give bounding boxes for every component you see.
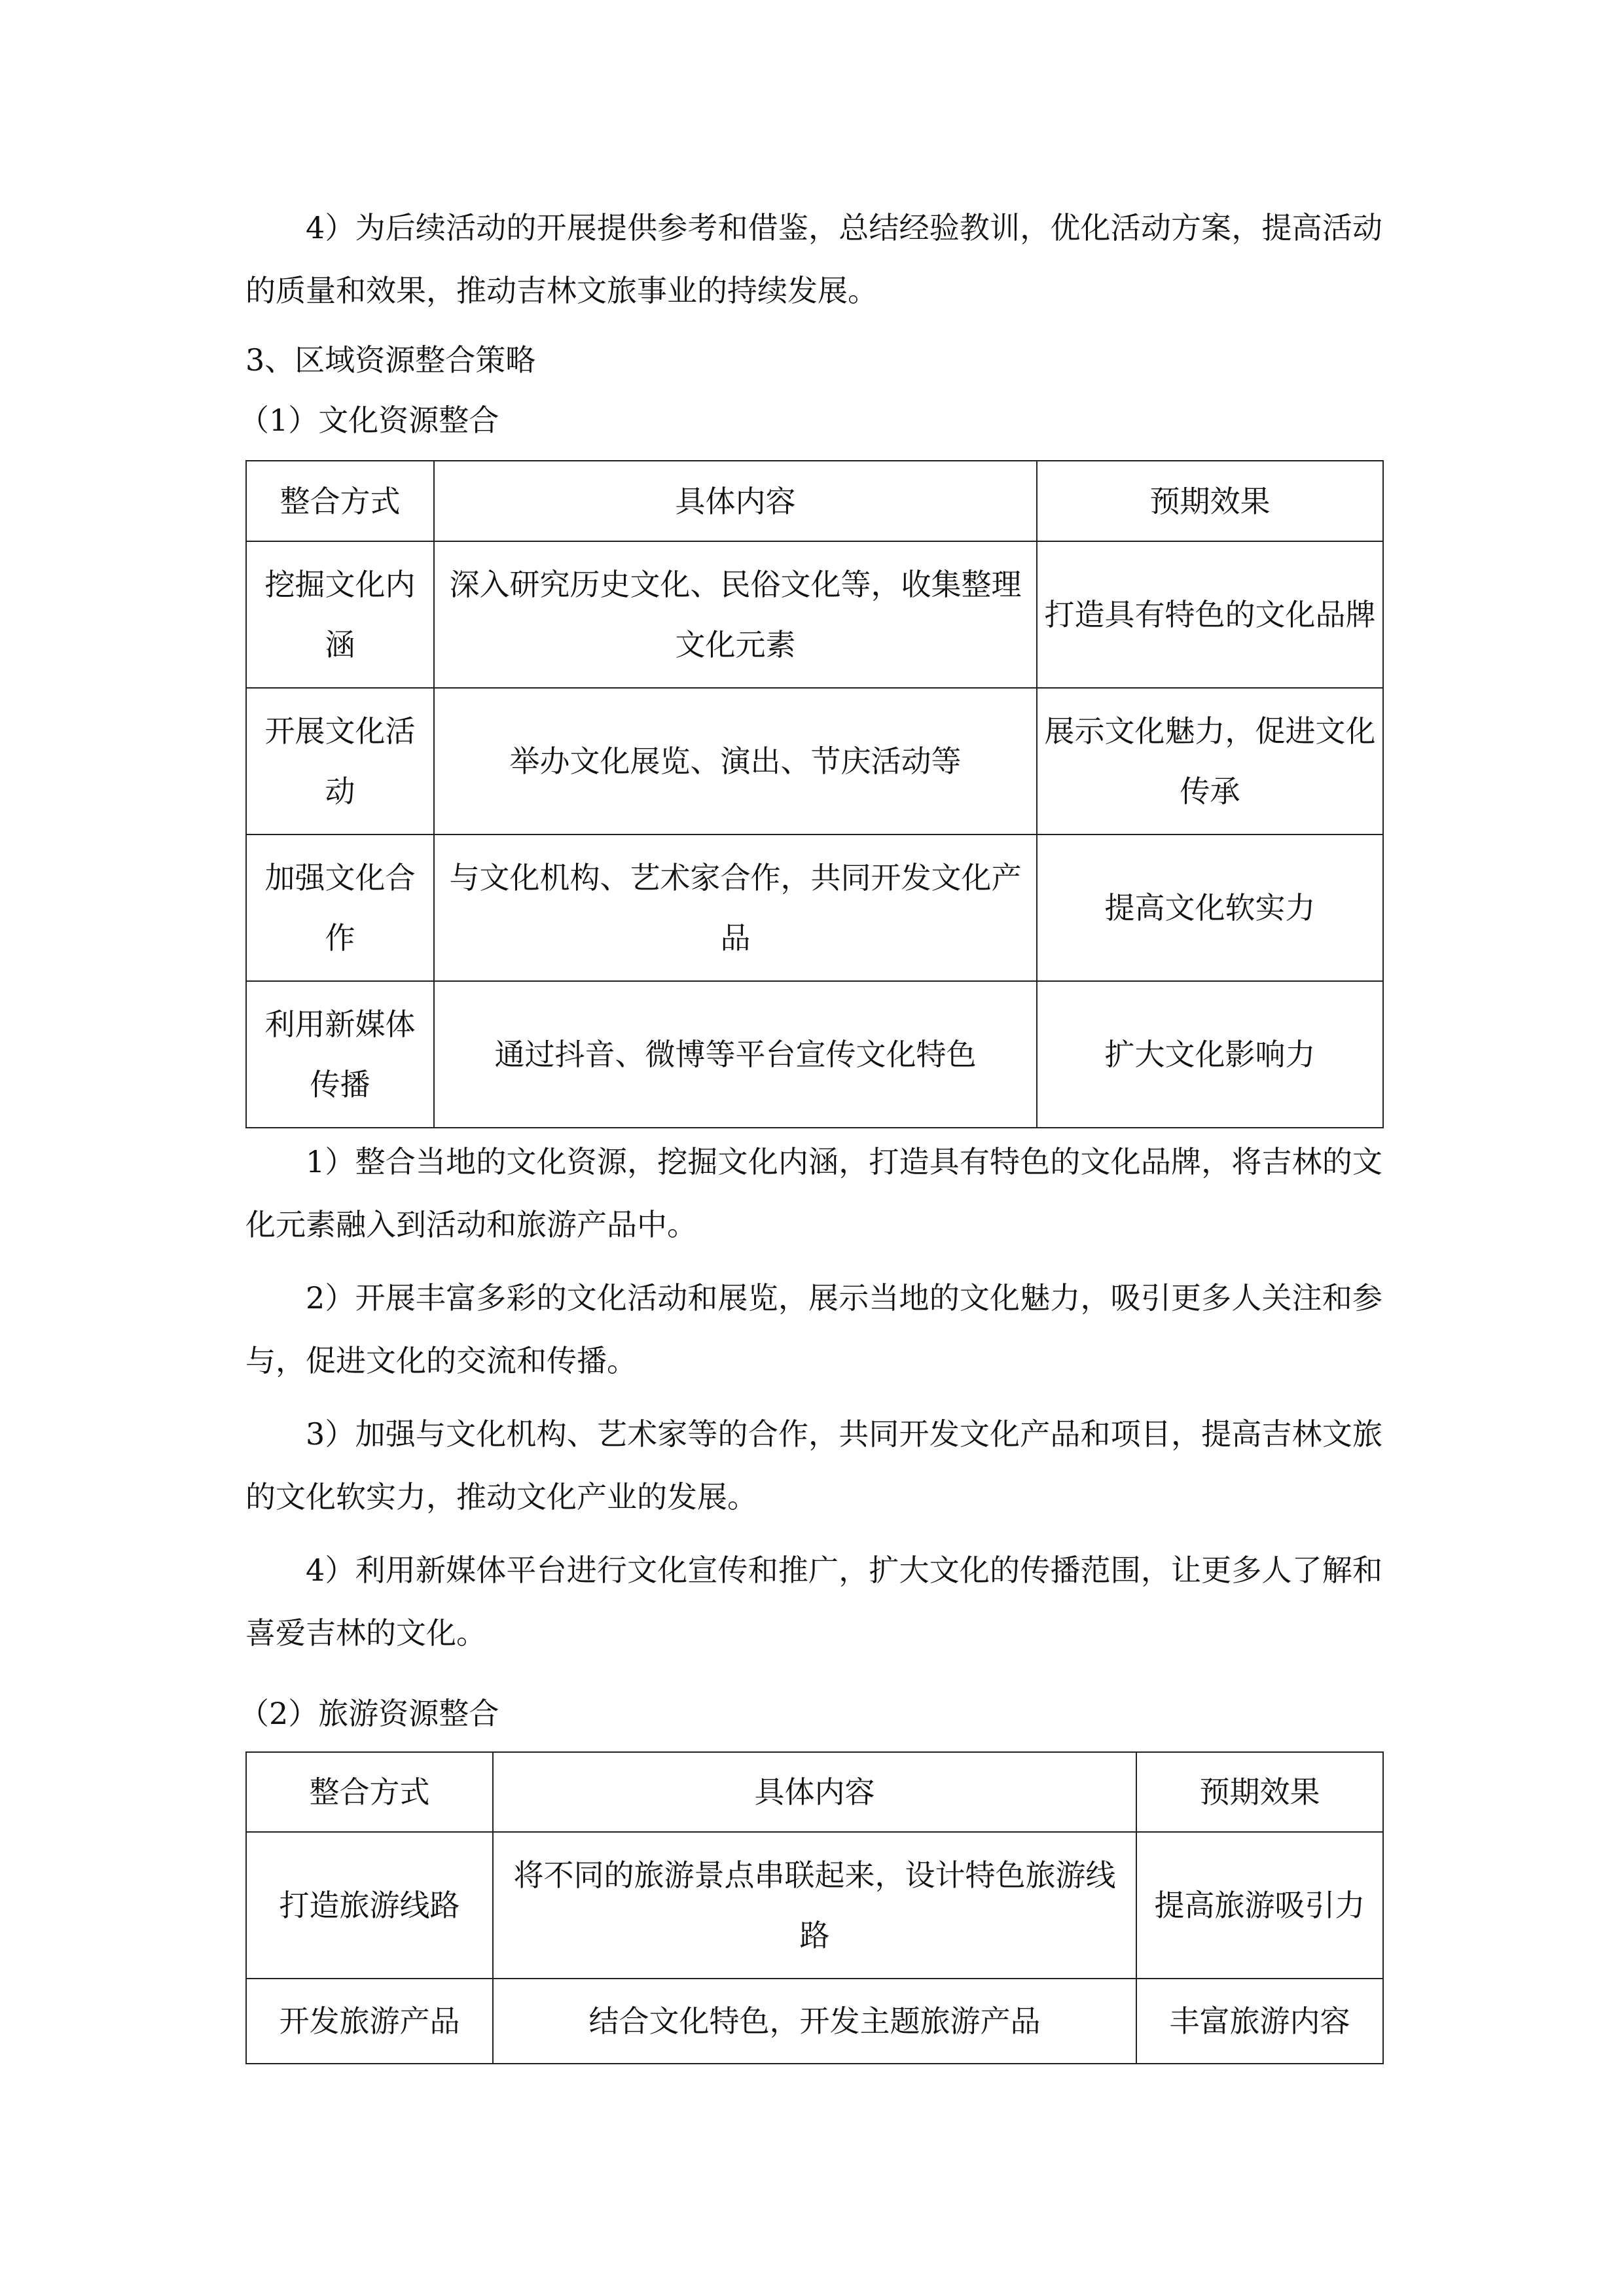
culture-table bbox=[245, 460, 1384, 1128]
tourism-cell-method: 开发旅游产品 bbox=[246, 1979, 493, 2064]
culture-cell-content: 深入研究历史文化、民俗文化等，收集整理文化元素 bbox=[434, 541, 1037, 688]
tourism-subheading: （2）旅游资源整合 bbox=[239, 1696, 499, 1731]
tourism-cell-content: 结合文化特色，开发主题旅游产品 bbox=[493, 1979, 1136, 2064]
section-heading: 3、区域资源整合策略 bbox=[245, 342, 536, 378]
culture-cell-method: 开展文化活动 bbox=[246, 688, 434, 834]
culture-header-content: 具体内容 bbox=[434, 461, 1037, 541]
table-row bbox=[246, 688, 1383, 834]
table-row bbox=[246, 541, 1383, 688]
tourism-cell-method: 打造旅游线路 bbox=[246, 1832, 493, 1979]
culture-paragraph-4: 4）利用新媒体平台进行文化宣传和推广，扩大文化的传播范围，让更多人了解和喜爱吉林的文化。 bbox=[245, 1552, 1382, 1651]
intro-paragraph-4: 4）为后续活动的开展提供参考和借鉴，总结经验教训，优化活动方案，提高活动的质量和效果，推动吉林文旅事业的持续发展。 bbox=[245, 210, 1382, 308]
culture-cell-content: 与文化机构、艺术家合作，共同开发文化产品 bbox=[434, 834, 1037, 981]
culture-paragraph-1: 1）整合当地的文化资源，挖掘文化内涵，打造具有特色的文化品牌，将吉林的文化元素融入到活动和旅游产品中。 bbox=[245, 1144, 1382, 1242]
culture-paragraph-3: 3）加强与文化机构、艺术家等的合作，共同开发文化产品和项目，提高吉林文旅的文化软实力，推动文化产业的发展。 bbox=[245, 1416, 1382, 1515]
culture-header-method: 整合方式 bbox=[246, 461, 434, 541]
tourism-header-effect: 预期效果 bbox=[1136, 1752, 1383, 1832]
tourism-table-header-row bbox=[246, 1752, 1383, 1832]
culture-paragraph-2: 2）开展丰富多彩的文化活动和展览，展示当地的文化魅力，吸引更多人关注和参与，促进文化的交流和传播。 bbox=[245, 1280, 1382, 1378]
table-row bbox=[246, 834, 1383, 981]
culture-cell-method: 挖掘文化内涵 bbox=[246, 541, 434, 688]
table-row bbox=[246, 1832, 1383, 1979]
tourism-cell-effect: 提高旅游吸引力 bbox=[1136, 1832, 1383, 1979]
table-row bbox=[246, 981, 1383, 1128]
culture-cell-effect: 展示文化魅力，促进文化传承 bbox=[1037, 688, 1383, 834]
culture-header-effect: 预期效果 bbox=[1037, 461, 1383, 541]
tourism-cell-effect: 丰富旅游内容 bbox=[1136, 1979, 1383, 2064]
tourism-header-content: 具体内容 bbox=[493, 1752, 1136, 1832]
culture-cell-effect: 扩大文化影响力 bbox=[1037, 981, 1383, 1128]
culture-cell-content: 通过抖音、微博等平台宣传文化特色 bbox=[434, 981, 1037, 1128]
table-row bbox=[246, 1979, 1383, 2064]
tourism-table bbox=[245, 1751, 1384, 2064]
tourism-cell-content: 将不同的旅游景点串联起来，设计特色旅游线路 bbox=[493, 1832, 1136, 1979]
culture-cell-effect: 提高文化软实力 bbox=[1037, 834, 1383, 981]
culture-subheading: （1）文化资源整合 bbox=[239, 403, 499, 438]
culture-cell-method: 利用新媒体传播 bbox=[246, 981, 434, 1128]
tourism-header-method: 整合方式 bbox=[246, 1752, 493, 1832]
culture-table-header-row bbox=[246, 461, 1383, 541]
culture-cell-method: 加强文化合作 bbox=[246, 834, 434, 981]
culture-cell-content: 举办文化展览、演出、节庆活动等 bbox=[434, 688, 1037, 834]
culture-cell-effect: 打造具有特色的文化品牌 bbox=[1037, 541, 1383, 688]
